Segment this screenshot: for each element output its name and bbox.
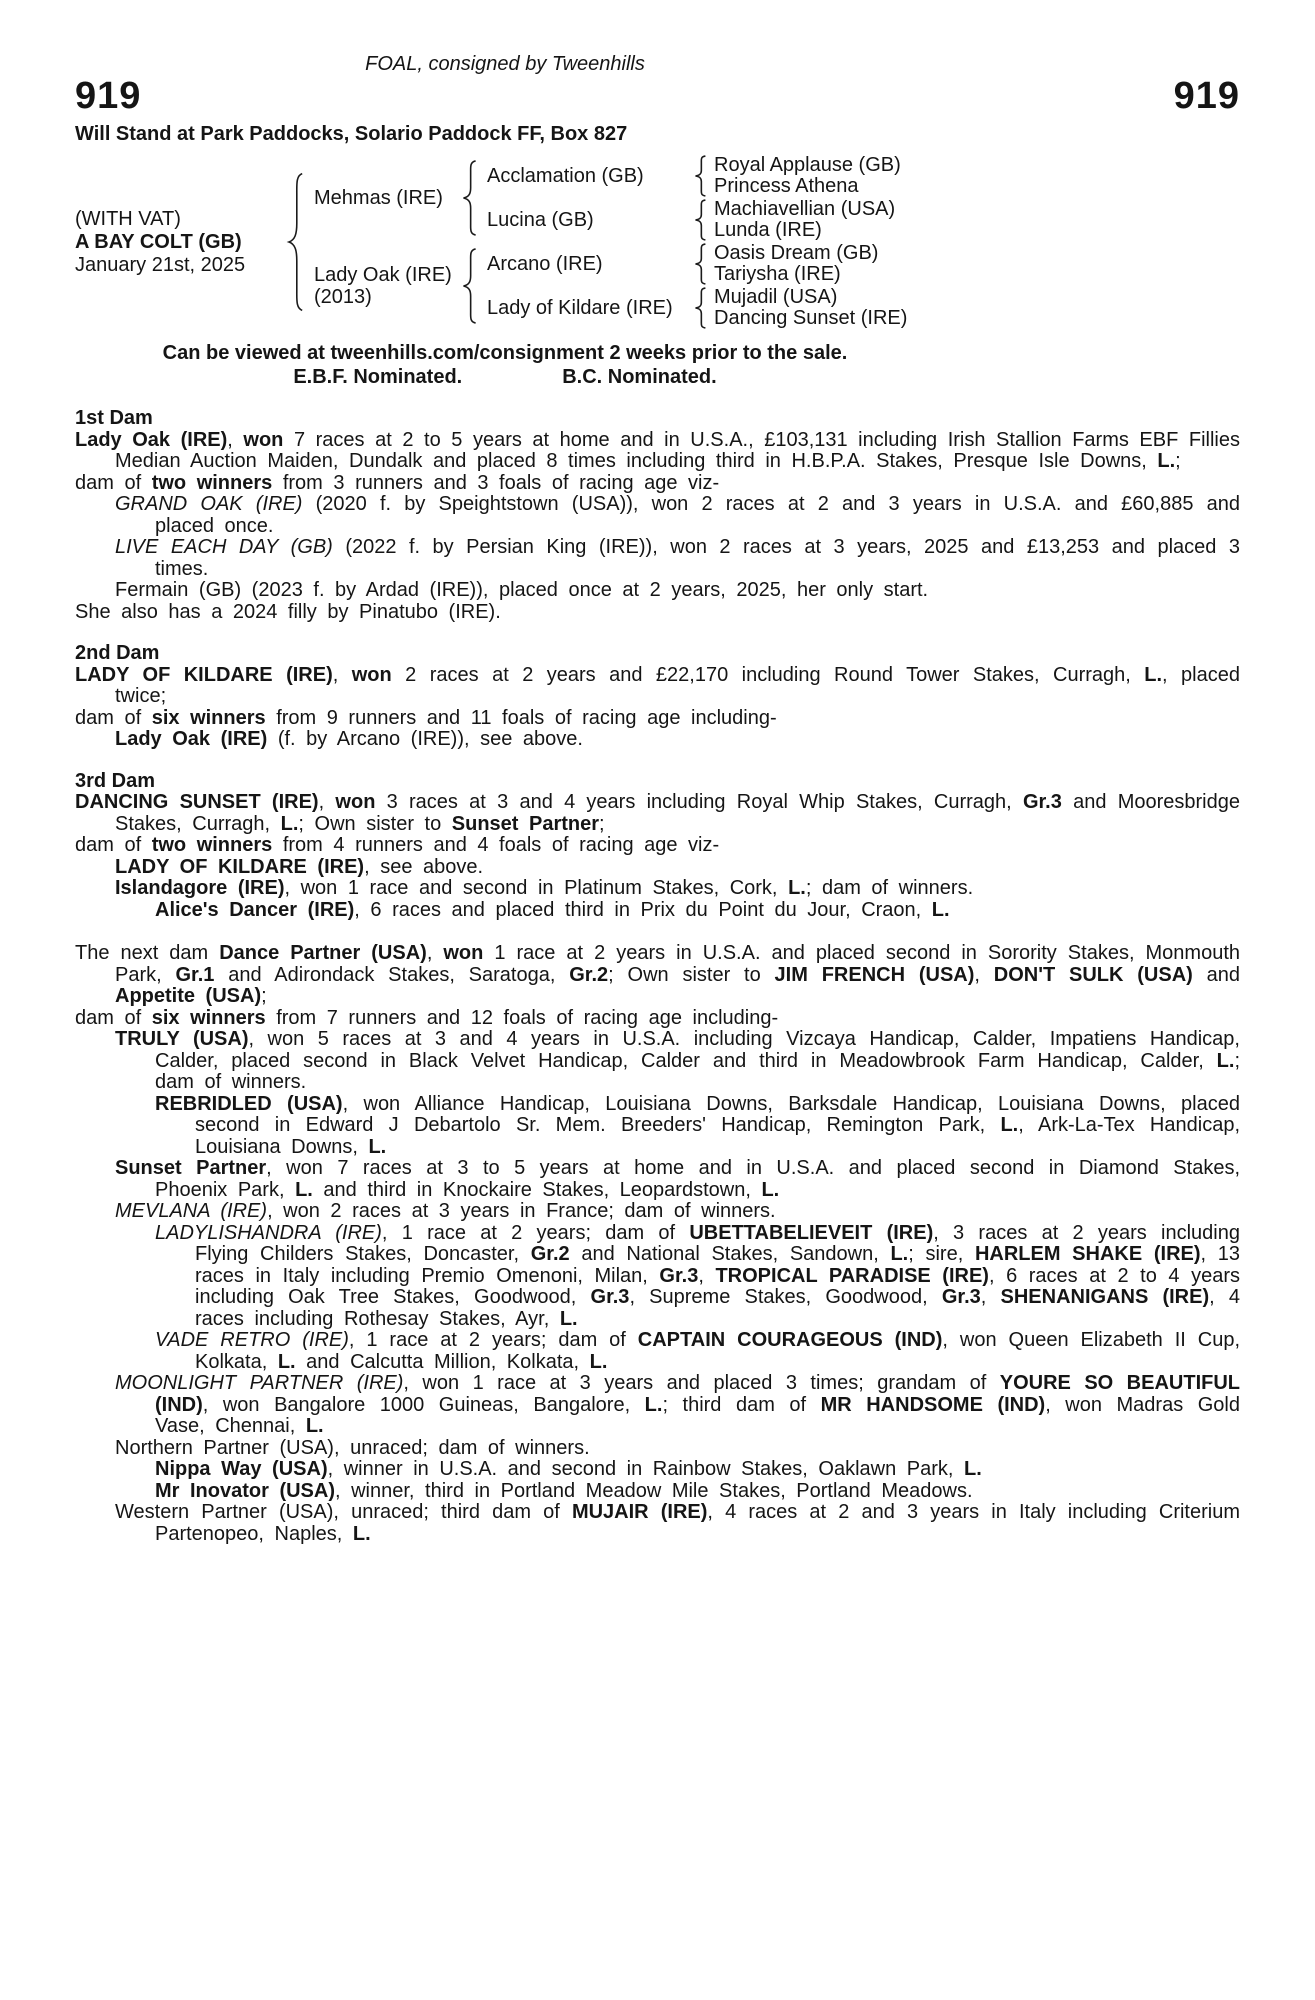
text-run: Dance Partner (USA) bbox=[219, 942, 427, 964]
catalog-paragraph bbox=[75, 943, 1240, 1008]
text-run: TRULY (USA) bbox=[115, 1028, 249, 1050]
text-run: , Ark-La-Tex Handicap, Louisiana Downs, bbox=[195, 1114, 1240, 1158]
gen3-sire-name: Oasis Dream (GB) bbox=[714, 241, 879, 264]
text-run: JIM FRENCH (USA) bbox=[774, 963, 975, 986]
colt-details bbox=[75, 208, 283, 277]
text-run: Appetite (USA) bbox=[115, 985, 262, 1007]
text-run: Sunset Partner bbox=[115, 1157, 267, 1179]
catalog-paragraph bbox=[75, 1330, 1240, 1373]
text-run: , won Queen Elizabeth II Cup, Kolkata, bbox=[195, 1329, 1240, 1373]
pedigree-table bbox=[75, 154, 1240, 330]
gen3-pair bbox=[714, 199, 895, 242]
catalog-paragraph bbox=[75, 835, 1240, 857]
text-run: ; dam of winners. bbox=[805, 877, 974, 899]
text-run: 3 races at 3 and 4 years including Royal Whip Stakes, Curragh, bbox=[375, 791, 1023, 813]
vat-note: (WITH VAT) bbox=[75, 207, 181, 230]
catalog-paragraph bbox=[75, 878, 1240, 900]
text-run: , placed twice; bbox=[115, 663, 1240, 707]
text-run: L. bbox=[280, 812, 299, 835]
text-run: , 1 race at 2 years; dam of bbox=[381, 1221, 690, 1244]
text-run: , bbox=[426, 942, 444, 964]
text-run: , winner, third in Portland Meadow Mile Stakes, Portland Meadows. bbox=[335, 1479, 973, 1502]
catalog-paragraph bbox=[75, 1438, 1240, 1460]
text-run: dam of bbox=[75, 471, 152, 494]
text-run: L. bbox=[305, 1415, 324, 1437]
text-run: , bbox=[227, 428, 244, 451]
text-run: , 6 races and placed third in Prix du Point du Jour, Craon, bbox=[354, 898, 932, 921]
viewing-notice: Can be viewed at tweenhills.com/consignment 2 weeks prior to the sale. bbox=[162, 342, 848, 364]
text-run: Fermain (GB) (2023 f. by Ardad (IRE)), placed once at 2 years, 2025, her only start. bbox=[115, 579, 929, 601]
text-run: MOONLIGHT PARTNER (IRE) bbox=[115, 1372, 404, 1394]
gen3-dam-name: Princess Athena bbox=[714, 175, 859, 197]
text-run: GRAND OAK (IRE) bbox=[115, 493, 303, 515]
text-run: from 4 runners and 4 foals of racing age viz- bbox=[272, 834, 720, 856]
lot-row bbox=[75, 75, 1240, 117]
text-run: , 6 races at 2 to 4 years including Oak Tree Stakes, Goodwood, bbox=[195, 1264, 1240, 1308]
text-run: , won Madras Gold Vase, Chennai, bbox=[155, 1393, 1240, 1437]
text-run: (2020 f. by Speightstown (USA)), won 2 races at 2 and 3 years in U.S.A. and £60,885 and placed once. bbox=[155, 493, 1240, 537]
text-run: , 4 races at 2 and 3 years in Italy including Criterium Partenopeo, Naples, bbox=[155, 1501, 1240, 1545]
text-run: and National Stakes, Sandown, bbox=[569, 1243, 891, 1265]
text-run: won bbox=[335, 791, 376, 813]
text-run: SHENANIGANS (IRE) bbox=[1000, 1286, 1210, 1308]
text-run: , bbox=[318, 791, 336, 813]
text-run: LADYLISHANDRA (IRE) bbox=[155, 1221, 382, 1244]
catalog-paragraph bbox=[75, 1158, 1240, 1201]
text-run: L. bbox=[589, 1350, 608, 1373]
gen2-entry bbox=[480, 242, 907, 286]
lot-number-right: 919 bbox=[1173, 75, 1240, 117]
lot-number-left: 919 bbox=[75, 75, 142, 117]
text-run: Alice's Dancer (IRE) bbox=[155, 898, 355, 921]
gen3-pair bbox=[714, 287, 907, 330]
catalog-paragraph bbox=[75, 792, 1240, 835]
gen2-name: Lucina (GB) bbox=[487, 209, 594, 231]
text-run: Northern Partner (USA), unraced; dam of winners. bbox=[115, 1436, 590, 1459]
text-run: YOURE SO BEAUTIFUL (IND) bbox=[155, 1372, 1241, 1416]
gen2-name: Arcano (IRE) bbox=[487, 253, 603, 275]
text-run: and bbox=[1192, 963, 1240, 986]
catalog-paragraph bbox=[75, 1094, 1240, 1159]
text-run: MEVLANA (IRE) bbox=[115, 1200, 268, 1222]
gen2-name: Lady of Kildare (IRE) bbox=[487, 297, 673, 319]
text-run: two winners bbox=[151, 834, 273, 856]
dam-block bbox=[307, 242, 907, 330]
text-run: won bbox=[351, 663, 392, 686]
catalog-paragraph bbox=[75, 900, 1240, 922]
text-run: Gr.3 bbox=[590, 1286, 630, 1308]
text-run: L. bbox=[964, 1458, 982, 1480]
text-run: , won Bangalore 1000 Guineas, Bangalore, bbox=[202, 1393, 645, 1416]
text-run: won bbox=[443, 942, 484, 964]
text-run: The next dam bbox=[75, 942, 220, 964]
text-run: dam of bbox=[75, 706, 152, 729]
gen2-entry bbox=[480, 154, 901, 198]
text-run: L. bbox=[1144, 663, 1163, 686]
catalog-paragraph bbox=[75, 1459, 1240, 1481]
text-run: 2 races at 2 years and £22,170 including Round Tower Stakes, Curragh, bbox=[391, 663, 1145, 686]
text-run: and third in Knockaire Stakes, Leopardstown, bbox=[312, 1178, 762, 1201]
gen2-name: Acclamation (GB) bbox=[487, 165, 644, 187]
text-run: REBRIDLED (USA) bbox=[155, 1092, 343, 1115]
dam-section bbox=[75, 771, 1240, 922]
text-run: MR HANDSOME (IND) bbox=[820, 1393, 1046, 1416]
brace-icon bbox=[458, 247, 480, 325]
bc-nominated: B.C. Nominated. bbox=[562, 366, 717, 388]
nominations bbox=[75, 366, 935, 388]
catalog-body bbox=[75, 408, 1240, 1545]
text-run: DANCING SUNSET (IRE) bbox=[75, 791, 319, 813]
text-run: and Mooresbridge Stakes, Curragh, bbox=[115, 791, 1240, 835]
gen3-dam-name: Tariysha (IRE) bbox=[714, 263, 841, 285]
text-run: six winners bbox=[151, 706, 266, 729]
text-run: LIVE EACH DAY (GB) bbox=[115, 536, 333, 558]
horse-name: A BAY COLT (GB) bbox=[75, 230, 242, 253]
sire-ancestors bbox=[480, 154, 901, 242]
text-run: LADY OF KILDARE (IRE) bbox=[75, 663, 333, 686]
text-run: UBETTABELIEVEIT (IRE) bbox=[689, 1221, 934, 1244]
text-run: , won Alliance Handicap, Louisiana Downs, Barksdale Handicap, Louisiana Downs, placed second in Edward J Debartolo Sr. Mem. Breeders' Handicap, Remington Park, bbox=[195, 1092, 1240, 1136]
text-run: (2022 f. by Persian King (IRE)), won 2 races at 3 years, 2025 and £13,253 and placed 3 times. bbox=[155, 536, 1240, 580]
text-run: L. bbox=[931, 898, 950, 921]
dam-ancestors bbox=[480, 242, 907, 330]
catalog-paragraph bbox=[75, 1029, 1240, 1094]
text-run: L. bbox=[788, 877, 806, 899]
gen3-pair bbox=[714, 155, 901, 198]
text-run: ; bbox=[261, 985, 267, 1007]
catalog-paragraph bbox=[75, 430, 1240, 473]
dam-section bbox=[75, 643, 1240, 751]
text-run: Mr Inovator (USA) bbox=[155, 1479, 335, 1502]
text-run: , Supreme Stakes, Goodwood, bbox=[629, 1286, 942, 1308]
section-heading: 1st Dam bbox=[75, 407, 153, 429]
catalog-paragraph bbox=[75, 602, 1240, 624]
catalog-paragraph bbox=[75, 1008, 1240, 1030]
text-run: Lady Oak (IRE) bbox=[115, 728, 268, 750]
text-run: Gr.3 bbox=[659, 1264, 699, 1287]
text-run: six winners bbox=[151, 1006, 266, 1029]
text-run: ; Own sister to bbox=[608, 963, 775, 986]
main-brace-icon bbox=[283, 170, 307, 314]
text-run: , bbox=[974, 963, 994, 986]
text-run: , bbox=[698, 1264, 716, 1287]
catalog-paragraph bbox=[75, 580, 1240, 602]
catalog-paragraph bbox=[75, 1502, 1240, 1545]
text-run: dam of bbox=[75, 1006, 152, 1029]
text-run: L. bbox=[761, 1178, 780, 1201]
text-run: Gr.3 bbox=[1022, 791, 1062, 813]
catalog-paragraph bbox=[75, 494, 1240, 537]
brace-icon bbox=[691, 155, 709, 197]
text-run: She also has a 2024 filly by Pinatubo (IRE). bbox=[75, 600, 501, 623]
text-run: Gr.2 bbox=[569, 963, 609, 986]
brace-icon bbox=[458, 159, 480, 237]
text-run: , 13 races in Italy including Premio Omenoni, Milan, bbox=[195, 1243, 1240, 1287]
text-run: L. bbox=[352, 1522, 371, 1545]
text-run: VADE RETRO (IRE) bbox=[155, 1329, 349, 1351]
text-run: Western Partner (USA), unraced; third dam of bbox=[115, 1501, 572, 1523]
dam-section bbox=[75, 943, 1240, 1545]
brace-icon bbox=[691, 199, 709, 241]
brace-icon bbox=[691, 287, 709, 329]
text-run: L. bbox=[295, 1178, 313, 1201]
text-run: , won 5 races at 3 and 4 years in U.S.A. including Vizcaya Handicap, Calder, Impatiens Handicap, Calder, placed second in Black Velvet Handicap, Calder and third in Meadowbrook Farm Handicap, Calder, bbox=[155, 1028, 1240, 1072]
gen3-sire-name: Royal Applause (GB) bbox=[714, 153, 901, 176]
text-run: (f. by Arcano (IRE)), see above. bbox=[267, 728, 583, 750]
stand-location: Will Stand at Park Paddocks, Solario Paddock FF, Box 827 bbox=[75, 123, 628, 145]
section-heading: 2nd Dam bbox=[75, 642, 160, 664]
text-run: , 3 races at 2 years including Flying Childers Stakes, Doncaster, bbox=[195, 1221, 1240, 1265]
text-run: , bbox=[980, 1286, 1001, 1308]
text-run: Lady Oak (IRE) bbox=[75, 428, 228, 451]
text-run: two winners bbox=[151, 471, 273, 494]
text-run: Islandagore (IRE) bbox=[115, 877, 285, 899]
text-run: L. bbox=[368, 1135, 387, 1158]
gen3-sire-name: Mujadil (USA) bbox=[714, 285, 838, 308]
text-run: , 4 races including Rothesay Stakes, Ayr, bbox=[195, 1286, 1240, 1330]
catalog-paragraph bbox=[75, 1223, 1240, 1331]
ebf-nominated: E.B.F. Nominated. bbox=[293, 366, 463, 388]
pedigree-tree bbox=[307, 154, 907, 330]
text-run: L. bbox=[1157, 450, 1176, 472]
text-run: ; sire, bbox=[908, 1243, 975, 1265]
catalog-paragraph bbox=[75, 1373, 1240, 1438]
text-run: L. bbox=[1216, 1049, 1235, 1072]
text-run: from 7 runners and 12 foals of racing age including- bbox=[265, 1006, 779, 1029]
text-run: TROPICAL PARADISE (IRE) bbox=[715, 1264, 989, 1287]
text-run: and Calcutta Million, Kolkata, bbox=[295, 1350, 590, 1373]
text-run: L. bbox=[644, 1393, 663, 1416]
dam-name: Lady Oak (IRE) (2013) bbox=[314, 264, 452, 308]
text-run: , see above. bbox=[364, 855, 484, 878]
text-run: ; bbox=[599, 812, 605, 835]
text-run: , won 1 race and second in Platinum Stakes, Cork, bbox=[284, 877, 789, 899]
gen3-dam-name: Lunda (IRE) bbox=[714, 219, 822, 241]
gen2-entry bbox=[480, 198, 901, 242]
gen3-dam-name: Dancing Sunset (IRE) bbox=[714, 307, 908, 329]
gen3-sire-name: Machiavellian (USA) bbox=[714, 197, 896, 220]
text-run: DON'T SULK (USA) bbox=[993, 963, 1193, 986]
text-run: L. bbox=[890, 1243, 909, 1265]
text-run: won bbox=[243, 428, 284, 451]
consignor-line: FOAL, consigned by Tweenhills bbox=[365, 53, 645, 75]
catalog-paragraph bbox=[75, 665, 1240, 708]
text-run: from 9 runners and 11 foals of racing age including- bbox=[265, 706, 777, 729]
foal-date: January 21st, 2025 bbox=[75, 253, 246, 276]
text-run: and Adirondack Stakes, Saratoga, bbox=[214, 963, 570, 986]
text-run: HARLEM SHAKE (IRE) bbox=[974, 1243, 1201, 1265]
catalog-paragraph bbox=[75, 1481, 1240, 1503]
text-run: CAPTAIN COURAGEOUS (IND) bbox=[637, 1329, 943, 1351]
text-run: 1 race at 2 years in U.S.A. and placed second in Sorority Stakes, Monmouth Park, bbox=[115, 942, 1240, 986]
text-run: , winner in U.S.A. and second in Rainbow Stakes, Oaklawn Park, bbox=[327, 1458, 965, 1480]
text-run: Gr.3 bbox=[941, 1286, 981, 1308]
text-run: Nippa Way (USA) bbox=[155, 1458, 328, 1480]
text-run: ; bbox=[1175, 450, 1181, 472]
text-run: , 1 race at 2 years; dam of bbox=[348, 1329, 638, 1351]
text-run: , bbox=[332, 663, 352, 686]
text-run: L. bbox=[1000, 1114, 1019, 1136]
text-run: LADY OF KILDARE (IRE) bbox=[115, 855, 365, 878]
catalog-paragraph bbox=[75, 537, 1240, 580]
catalog-paragraph bbox=[75, 729, 1240, 751]
text-run: Sunset Partner bbox=[451, 812, 600, 835]
text-run: Gr.1 bbox=[175, 963, 215, 986]
brace-icon bbox=[691, 243, 709, 285]
text-run: L. bbox=[277, 1350, 296, 1373]
catalog-paragraph bbox=[75, 708, 1240, 730]
catalog-paragraph bbox=[75, 473, 1240, 495]
text-run: Gr.2 bbox=[530, 1243, 570, 1265]
text-run: L. bbox=[559, 1307, 578, 1330]
text-run: 7 races at 2 to 5 years at home and in U.S.A., £103,131 including Irish Stallion Farms EBF Fillies Median Auction Maiden, Dundalk and placed 8 times including third in H.B.P.A. Stakes, Presque Isle Downs, bbox=[115, 428, 1240, 472]
text-run: from 3 runners and 3 foals of racing age viz- bbox=[272, 471, 720, 494]
section-heading: 3rd Dam bbox=[75, 769, 156, 792]
text-run: ; dam of winners. bbox=[155, 1049, 1240, 1093]
catalog-paragraph bbox=[75, 857, 1240, 879]
text-run: ; third dam of bbox=[662, 1393, 821, 1416]
sire-block bbox=[307, 154, 907, 242]
text-run: , won 7 races at 3 to 5 years at home and in U.S.A. and placed second in Diamond Stakes, Phoenix Park, bbox=[155, 1157, 1241, 1201]
text-run: , won 1 race at 3 years and placed 3 times; grandam of bbox=[403, 1372, 1000, 1394]
text-run: MUJAIR (IRE) bbox=[571, 1501, 708, 1523]
catalog-paragraph bbox=[75, 1201, 1240, 1223]
gen2-entry bbox=[480, 286, 907, 330]
gen3-pair bbox=[714, 243, 878, 286]
text-run: ; Own sister to bbox=[298, 812, 452, 835]
sire-name: Mehmas (IRE) bbox=[314, 187, 443, 209]
text-run: , won 2 races at 3 years in France; dam of winners. bbox=[267, 1200, 776, 1222]
text-run: dam of bbox=[75, 834, 152, 856]
dam-section bbox=[75, 408, 1240, 623]
